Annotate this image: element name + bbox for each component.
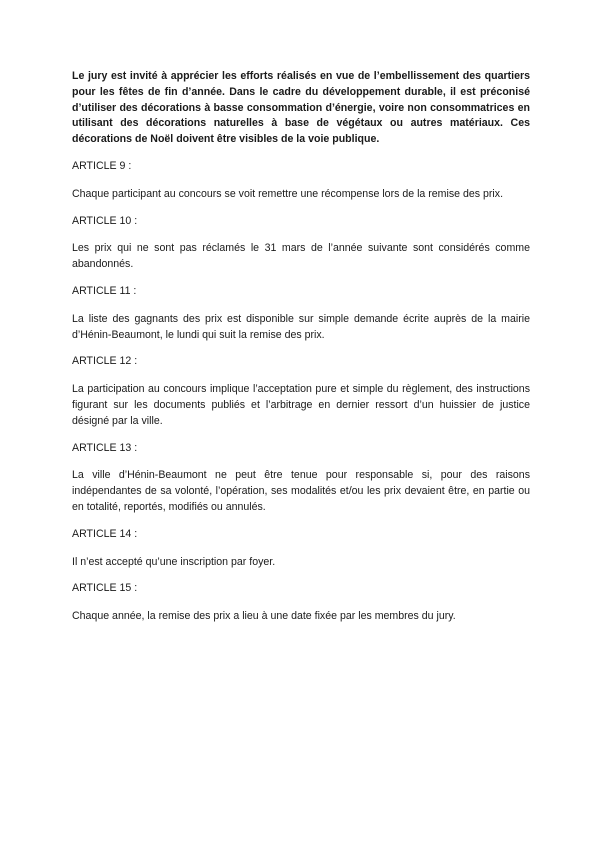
article-14-body: Il n’est accepté qu’une inscription par foyer. [72,555,276,568]
article-10-title: ARTICLE 10 : [72,214,138,227]
article-15-title: ARTICLE 15 : [72,582,138,595]
article-10-body: Les prix qui ne sont pas réclamés le 31 mars de l’année suivante sont considérés comme abandonnés. [72,242,530,271]
article-14-title: ARTICLE 14 : [72,527,138,540]
article-11-title: ARTICLE 11 : [72,284,137,297]
article-15-body: Chaque année, la remise des prix a lieu à une date fixée par les membres du jury. [72,610,456,623]
article-13-title: ARTICLE 13 : [72,441,138,454]
article-9-body: Chaque participant au concours se voit remettre une récompense lors de la remise des prix. [72,187,504,200]
article-12-title: ARTICLE 12 : [72,355,138,368]
intro-paragraph: Le jury est invité à apprécier les efforts réalisés en vue de l’embellissement des quartiers pour les fêtes de fin d’année. Dans le cadre du développement durable, il est préconisé d’utiliser des décorations à basse consommation d’énergie, voire non consommatrices en utilisant des décorations naturelles à base de végétaux ou autres matériaux. Ces décorations de Noël doivent être visibles de la voie publique. [72,70,530,146]
article-9-title: ARTICLE 9 : [72,159,132,172]
document-page [72,69,530,636]
article-13-body: La ville d’Hénin-Beaumont ne peut être tenue pour responsable si, pour des raisons indépendantes de sa volonté, l’opération, ses modalités et/ou les prix devaient être, en partie ou en totalité, reportés, modifiés ou annulés. [72,469,530,513]
article-12-body: La participation au concours implique l’acceptation pure et simple du règlement, des instructions figurant sur les documents publiés et l’arbitrage en dernier ressort d’un huissier de justice désigné par la ville. [72,383,530,427]
article-11-body: La liste des gagnants des prix est disponible sur simple demande écrite auprès de la mairie d’Hénin-Beaumont, le lundi qui suit la remise des prix. [72,312,530,341]
